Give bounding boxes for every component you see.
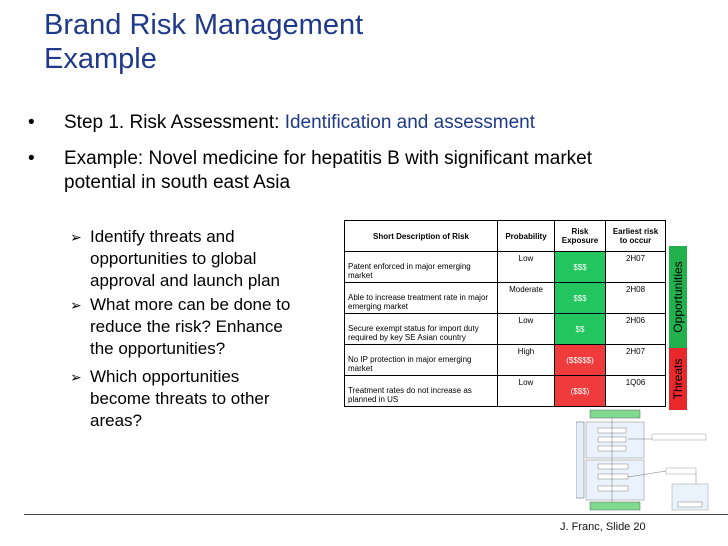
- subbullet-3-line: areas?: [90, 411, 142, 430]
- title-line-2: Example: [44, 43, 157, 75]
- table-row: [345, 376, 666, 407]
- risk-probability: Low: [498, 252, 555, 283]
- opportunities-label-bar: [669, 246, 687, 348]
- process-diagram-thumbnail: [576, 408, 710, 512]
- subbullet-1-line: Identify threats and: [90, 227, 235, 246]
- subbullet-1: [70, 226, 280, 292]
- risk-exposure: $$$: [555, 252, 606, 283]
- subbullet-1-line: approval and launch plan: [90, 271, 280, 290]
- risk-probability: Low: [498, 376, 555, 407]
- subbullet-1-line: opportunities to global: [90, 249, 257, 268]
- slide-footer: J. Franc, Slide 20: [560, 521, 646, 533]
- bullet-example-line-2: potential in south east Asia: [64, 172, 291, 193]
- header-probability: Probability: [498, 221, 555, 252]
- opportunities-label: Opportunities: [671, 261, 685, 333]
- arrow-bullet-icon: ➢: [70, 297, 82, 313]
- subbullet-2-line: the opportunities?: [90, 339, 226, 358]
- risk-description: Treatment rates do not increase as planned in US: [345, 376, 498, 407]
- risk-exposure: $$$: [555, 283, 606, 314]
- risk-exposure: ($$$$$): [555, 345, 606, 376]
- bullet-step1-highlight: Identification and assessment: [284, 112, 536, 133]
- risk-earliest: 2H07: [606, 345, 666, 376]
- risk-description: Secure exempt status for import duty required by key SE Asian country: [345, 314, 498, 345]
- bullet-step1-prefix: Step 1. Risk Assessment:: [64, 112, 285, 133]
- bullet-example-line-1: Example: Novel medicine for hepatitis B with significant market: [64, 148, 593, 169]
- arrow-bullet-icon: ➢: [70, 229, 82, 245]
- risk-exposure: ($$$): [555, 376, 606, 407]
- subbullet-2-line: reduce the risk? Enhance: [90, 317, 283, 336]
- risk-earliest: 2H07: [606, 252, 666, 283]
- risk-earliest: 1Q06: [606, 376, 666, 407]
- subbullet-3: [70, 366, 270, 432]
- risk-probability: Moderate: [498, 283, 555, 314]
- table-row: [345, 252, 666, 283]
- arrow-bullet-icon: ➢: [70, 369, 82, 385]
- table-row: [345, 283, 666, 314]
- table-row: [345, 345, 666, 376]
- subbullet-2-line: What more can be done to: [90, 295, 291, 314]
- subbullet-2: [70, 294, 290, 360]
- risk-exposure: $$: [555, 314, 606, 345]
- header-exposure: Risk Exposure: [555, 221, 606, 252]
- footer-divider: [24, 514, 728, 515]
- risk-probability: Low: [498, 314, 555, 345]
- header-description: Short Description of Risk: [345, 221, 498, 252]
- risk-probability: High: [498, 345, 555, 376]
- risk-earliest: 2H06: [606, 314, 666, 345]
- title-line-1: Brand Risk Management: [44, 9, 364, 41]
- risk-description: Patent enforced in major emerging market: [345, 252, 498, 283]
- slide-title: [44, 8, 363, 76]
- bullet-dot-icon: •: [28, 112, 35, 133]
- risk-description: No IP protection in major emerging market: [345, 345, 498, 376]
- risk-earliest: 2H08: [606, 283, 666, 314]
- risk-table: [344, 220, 666, 407]
- threats-label-bar: [669, 348, 687, 410]
- bullet-dot-icon: •: [28, 148, 35, 169]
- subbullet-3-line: become threats to other: [90, 389, 270, 408]
- header-earliest: Earliest risk to occur: [606, 221, 666, 252]
- risk-description: Able to increase treatment rate in major emerging market: [345, 283, 498, 314]
- subbullet-3-line: Which opportunities: [90, 367, 240, 386]
- threats-label: Threats: [671, 358, 685, 400]
- table-row: [345, 314, 666, 345]
- table-header-row: [345, 221, 666, 252]
